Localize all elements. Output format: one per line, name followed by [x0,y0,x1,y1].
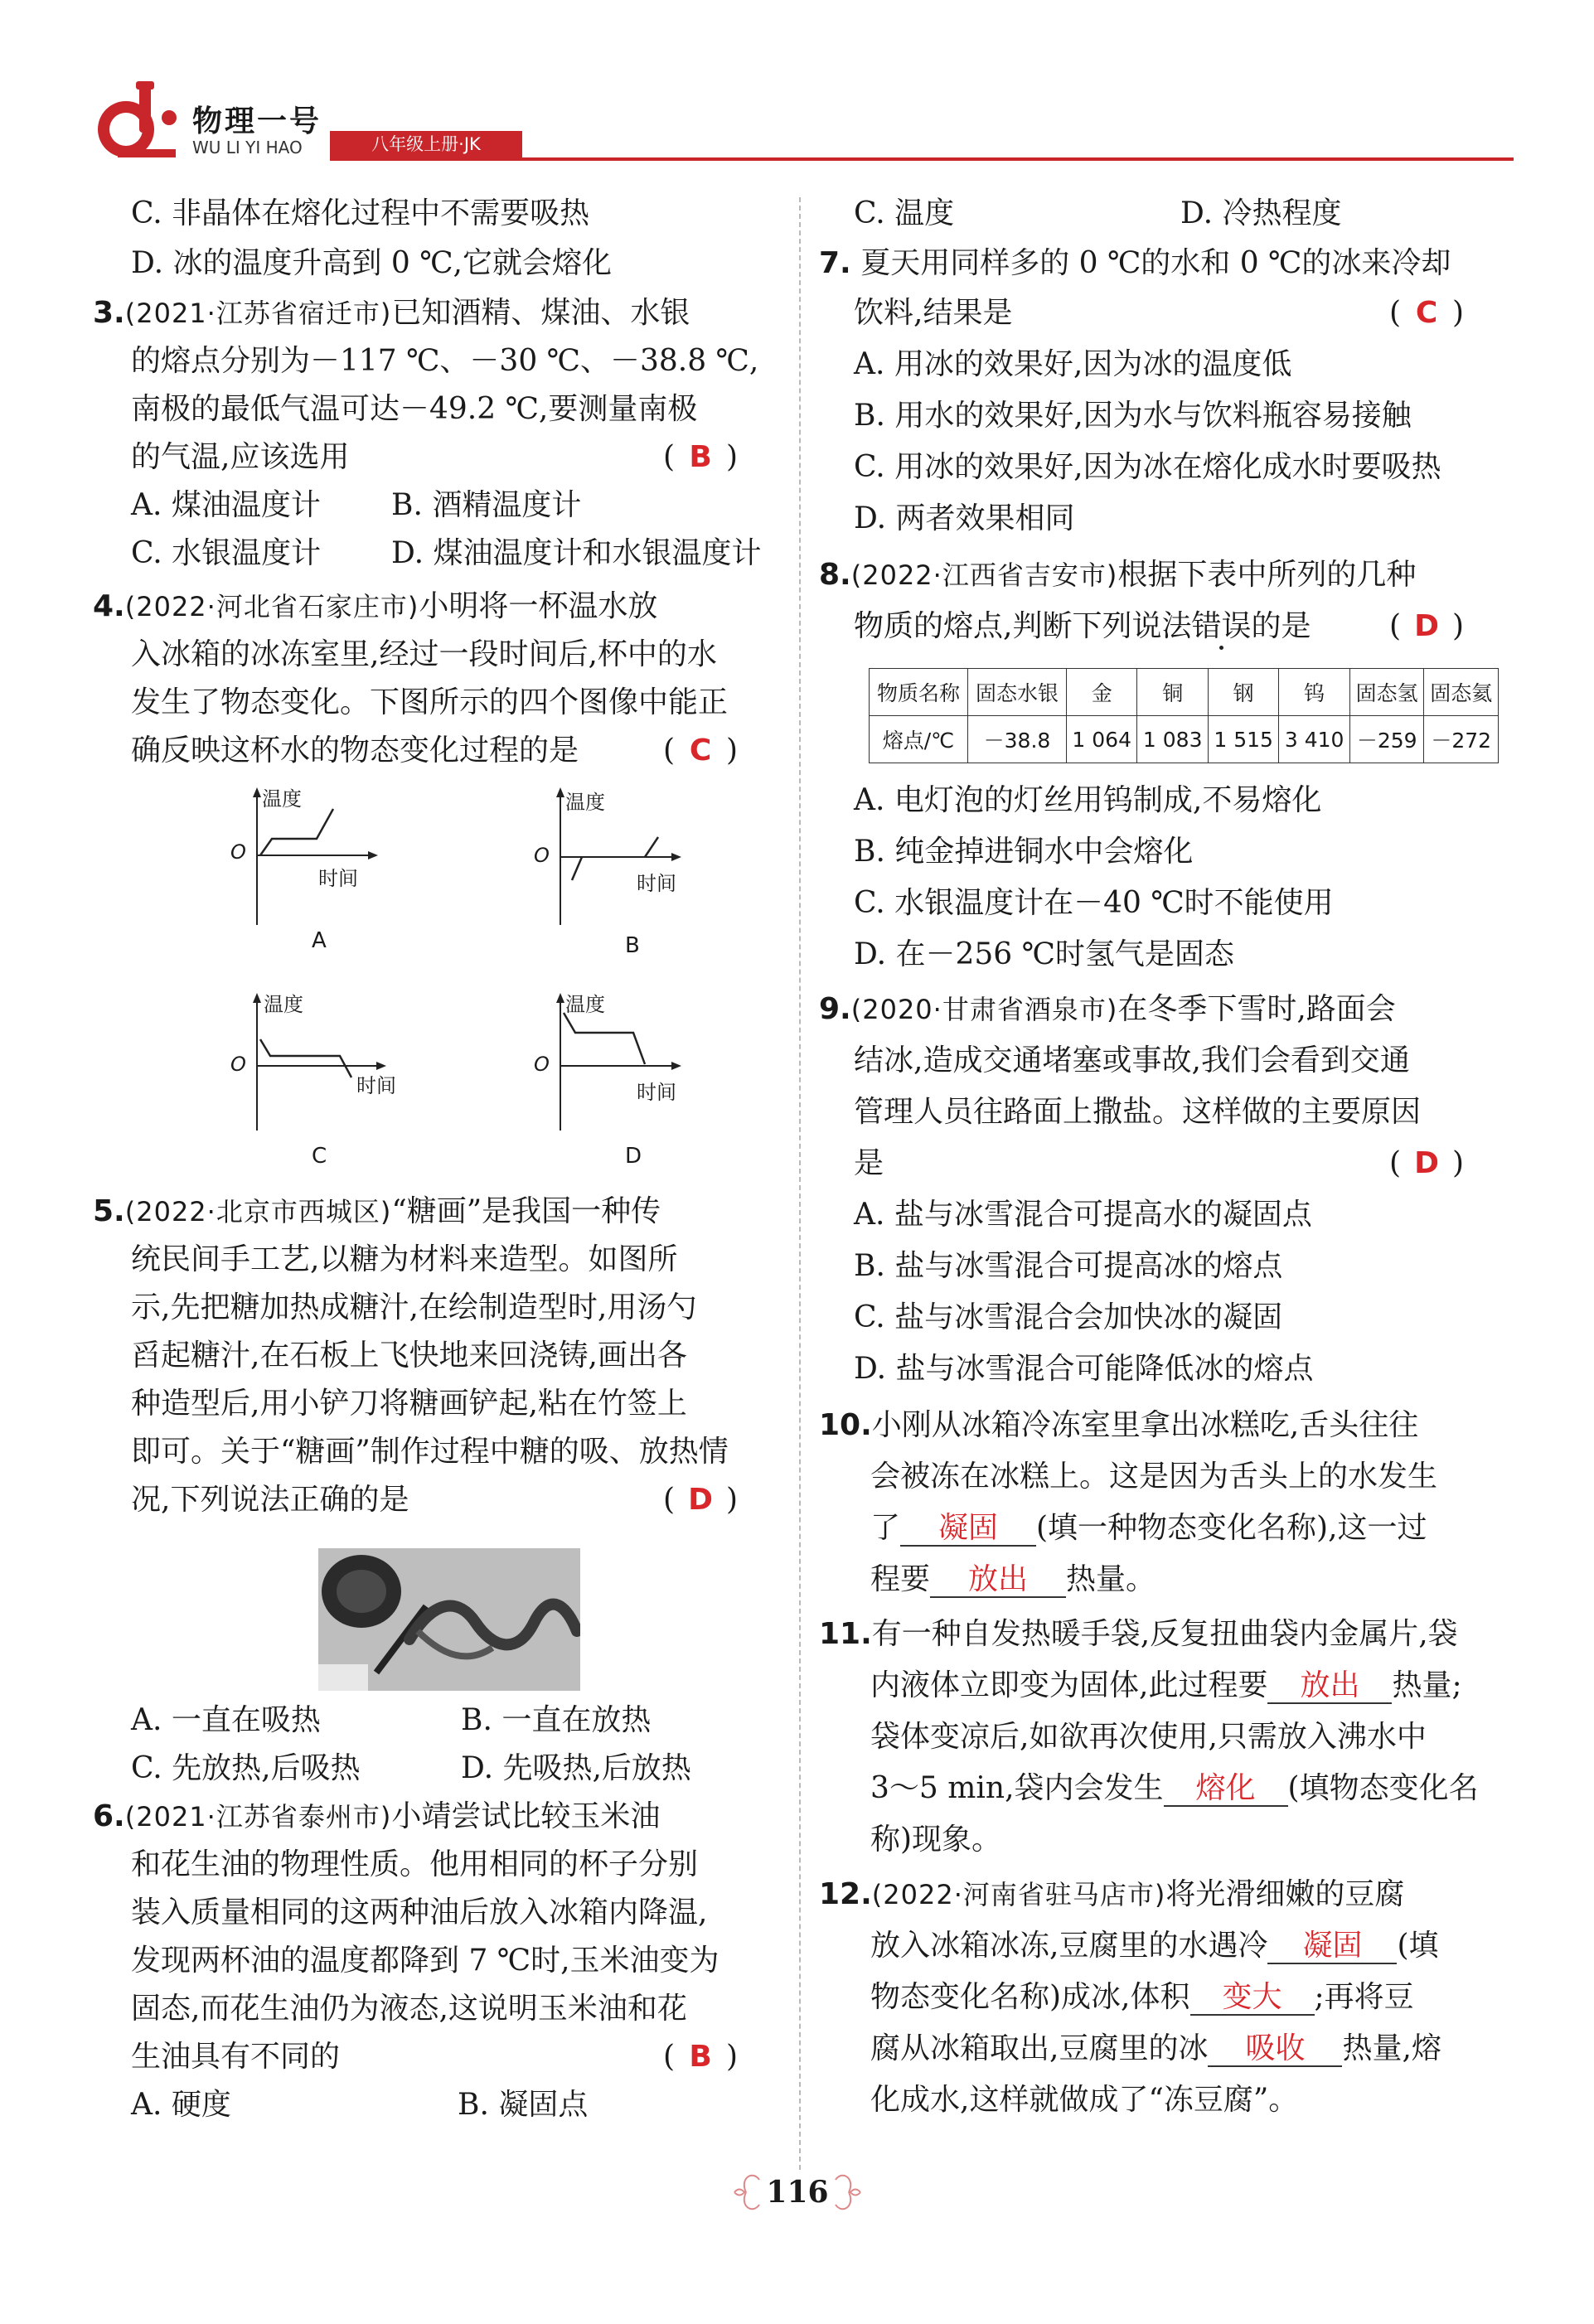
q9-text-1: 在冬季下雪时,路面会 [1117,992,1396,1026]
q8-line-2 [854,608,1311,645]
q5-option-d: D. 先吸热,后放热 [461,1751,691,1785]
q6-source: (2021·江苏省泰州市) [124,1801,392,1833]
graph-b [527,784,776,958]
graph-b-x-label: 时间 [637,872,676,895]
q12-line-4 [870,2031,1441,2067]
q10-line-4 [870,1561,1156,1598]
table-cell: 钨 [1279,669,1349,716]
table-cell: 固态水银 [967,669,1066,716]
q10-text-3b: (填一种物态变化名称),这一过 [1036,1511,1427,1545]
q8-source: (2022·江西省吉安市) [850,559,1118,591]
q4-source: (2022·河北省石家庄市) [124,591,419,622]
q9-line-2: 结冰,造成交通堵塞或事故,我们会看到交通 [854,1043,1410,1077]
q8-text-1: 根据下表中所列的几种 [1117,558,1417,592]
graph-b-origin: O [534,844,550,867]
q5-number: 5. [93,1194,125,1228]
q11-line-2 [870,1668,1462,1704]
q5-option-c: C. 先放热,后吸热 [131,1751,361,1785]
q4-answer: ( C ) [663,734,739,767]
q4-text-1: 小明将一杯温水放 [419,589,658,623]
q6-line-3: 装入质量相同的这两种油后放入冰箱内降温, [131,1896,708,1929]
q5-option-b: B. 一直在放热 [461,1703,652,1737]
q5-line-6: 即可。关于“糖画”制作过程中糖的吸、放热情 [131,1435,729,1469]
q3-option-a: A. 煤油温度计 [131,488,321,522]
q7-option-b: B. 用水的效果好,因为水与饮料瓶容易接触 [854,399,1412,433]
q11-text-1: 有一种自发热暖手袋,反复扭曲袋内金属片,袋 [871,1617,1458,1651]
q6-option-d: D. 冷热程度 [1180,196,1342,230]
graph-a-y-label: 温度 [262,787,302,811]
q6-option-c: C. 温度 [854,196,955,230]
q11-text-4b: (填物态变化名 [1287,1771,1479,1805]
table-cell: 3 410 [1279,716,1349,763]
q12-text-1: 将光滑细嫩的豆腐 [1165,1877,1405,1911]
q5-line-4: 舀起糖汁,在石板上飞快地来回浇铸,画出各 [131,1339,687,1373]
q12-source: (2022·河南省驻马店市) [871,1879,1166,1910]
q8-line-1 [819,557,1416,593]
table-row [870,716,1499,763]
q8-option-a: A. 电灯泡的灯丝用钨制成,不易熔化 [854,783,1322,817]
graph-d-caption: D [625,1144,642,1169]
q12-answer-blank-2: 变大 [1190,1981,1315,2016]
q8-option-d: D. 在－256 ℃时氢气是固态 [854,937,1234,971]
q5-line-2: 统民间手工艺,以糖为材料来造型。如图所 [131,1242,678,1276]
q10-line-2: 会被冻在冰糕上。这是因为舌头上的水发生 [870,1460,1438,1494]
q2-option-c: C. 非晶体在熔化过程中不需要吸热 [131,196,590,230]
q7-option-a: A. 用冰的效果好,因为冰的温度低 [854,347,1292,381]
q12-answer-blank-1: 凝固 [1267,1929,1397,1964]
q10-text-3a: 了 [870,1511,901,1545]
q4-answer-letter: C [689,734,712,767]
header-rule [330,157,1514,161]
q12-number: 12. [819,1877,872,1911]
q11-answer-blank-2: 熔化 [1164,1772,1288,1807]
q3-option-d: D. 煤油温度计和水银温度计 [391,536,762,570]
table-cell: 钢 [1208,669,1278,716]
q6-line-5: 固态,而花生油仍为液态,这说明玉米油和花 [131,1992,687,2026]
grade-tag: 八年级上册·JK [330,131,522,157]
graph-b-caption: B [625,933,640,958]
q11-number: 11. [819,1617,872,1651]
q5-line-1 [93,1193,661,1230]
q11-line-3: 袋体变凉后,如欲再次使用,只需放入沸水中 [870,1720,1427,1754]
graph-d [527,990,776,1169]
q3-answer: ( B ) [663,440,739,474]
q9-number: 9. [819,992,851,1026]
q7-number: 7. [819,246,851,280]
q3-answer-letter: B [689,440,712,474]
q7-line-1 [819,245,1451,282]
graph-c-y-label: 温度 [264,993,303,1016]
q10-line-1 [819,1407,1418,1444]
q3-number: 3. [93,296,125,330]
q9-option-d: D. 盐与冰雪混合可能降低冰的熔点 [854,1352,1314,1386]
graph-a [224,784,472,953]
q11-text-2a: 内液体立即变为固体,此过程要 [870,1668,1268,1702]
table-cell: －259 [1349,716,1424,763]
table-cell: 1 083 [1137,716,1208,763]
q12-answer-blank-3: 吸收 [1208,2032,1342,2067]
q11-text-2b: 热量; [1392,1668,1462,1702]
q7-answer: ( C ) [1389,296,1465,330]
q6-answer-letter: B [689,2040,712,2074]
q11-text-4a: 3～5 min,袋内会发生 [870,1771,1164,1805]
q7-option-c: C. 用冰的效果好,因为冰在熔化成水时要吸热 [854,450,1441,484]
q5-line-7: 况,下列说法正确的是 [131,1483,409,1517]
q10-number: 10. [819,1408,872,1442]
q6-line-4: 发现两杯油的温度都降到 7 ℃时,玉米油变为 [131,1944,719,1978]
q12-text-4a: 腐从冰箱取出,豆腐里的冰 [870,2031,1209,2065]
q3-line-2: 的熔点分别为－117 ℃、－30 ℃、－38.8 ℃, [131,344,759,378]
q10-answer-blank-1: 凝固 [900,1512,1036,1547]
q6-option-b: B. 凝固点 [458,2088,589,2122]
graph-d-origin: O [534,1053,550,1076]
page-number: 116 [766,2175,829,2210]
melting-point-table [869,668,1499,763]
table-cell: 固态氦 [1424,669,1499,716]
q5-text-1: “糖画”是我国一种传 [391,1194,661,1228]
q5-source: (2022·北京市西城区) [124,1196,392,1227]
q8-text-2c: 的是 [1251,609,1311,643]
q5-answer-letter: D [688,1483,713,1517]
q4-line-2: 入冰箱的冰冻室里,经过一段时间后,杯中的水 [131,637,717,671]
graph-a-caption: A [312,928,327,953]
q5-option-a: A. 一直在吸热 [131,1703,321,1737]
q6-line-6: 生油具有不同的 [131,2040,341,2074]
q5-answer: ( D ) [663,1483,739,1517]
q12-text-3a: 物态变化名称)成冰,体积 [870,1980,1190,2014]
q4-line-4: 确反映这杯水的物态变化过程的是 [131,734,579,767]
q3-option-c: C. 水银温度计 [131,536,322,570]
q8-text-2a: 物质的熔点,判断下列说法 [854,609,1192,643]
graph-a-x-label: 时间 [318,867,358,890]
q2-option-d: D. 冰的温度升高到 0 ℃,它就会熔化 [131,246,612,280]
q6-text-1: 小靖尝试比较玉米油 [391,1799,661,1833]
q12-line-2 [870,1928,1439,1964]
q11-answer-blank-1: 放出 [1267,1669,1392,1704]
q10-line-3 [870,1510,1427,1547]
table-cell: 1 515 [1208,716,1278,763]
q7-text-1: 夏天用同样多的 0 ℃的水和 0 ℃的冰来冷却 [860,246,1451,280]
tanghua-photo [318,1548,580,1691]
graph-c-x-label: 时间 [356,1074,396,1097]
table-cell: －38.8 [967,716,1066,763]
q12-line-3 [870,1979,1414,2016]
q3-text-1: 已知酒精、煤油、水银 [391,296,690,330]
q12-text-2b: (填 [1397,1929,1439,1963]
book-title: 物理一号 [192,104,322,138]
q8-number: 8. [819,558,851,592]
q10-text-1: 小刚从冰箱冷冻室里拿出冰糕吃,舌头往往 [871,1408,1419,1442]
q4-line-1 [93,588,657,625]
q6-option-a: A. 硬度 [131,2088,231,2122]
table-cell: 金 [1066,669,1136,716]
q12-text-3b: ;再将豆 [1314,1980,1414,2014]
q3-option-b: B. 酒精温度计 [391,488,582,522]
table-cell: 熔点/℃ [870,716,968,763]
q11-line-1 [819,1616,1458,1653]
q3-line-4: 的气温,应该选用 [131,440,350,474]
graph-d-x-label: 时间 [637,1081,676,1104]
q7-line-2: 饮料,结果是 [854,296,1013,330]
q8-answer: ( D ) [1389,609,1465,643]
q9-line-1 [819,991,1396,1028]
q6-line-1 [93,1799,660,1835]
q12-text-4b: 热量,熔 [1342,2031,1441,2065]
graph-a-origin: O [230,840,246,864]
q9-option-c: C. 盐与冰雪混合会加快冰的凝固 [854,1300,1283,1334]
book-logo [93,75,182,166]
q6-answer: ( B ) [663,2040,739,2074]
graph-c [224,990,472,1169]
q7-option-d: D. 两者效果相同 [854,501,1075,535]
table-cell: 1 064 [1066,716,1136,763]
graph-b-y-label: 温度 [565,791,605,814]
q4-number: 4. [93,589,125,623]
graph-d-y-label: 温度 [565,993,605,1016]
q9-answer: ( D ) [1389,1146,1465,1180]
table-cell: 固态氢 [1349,669,1424,716]
q3-line-3: 南极的最低气温可达－49.2 ℃,要测量南极 [131,392,698,426]
q4-line-3: 发生了物态变化。下图所示的四个图像中能正 [131,685,729,719]
q9-answer-letter: D [1414,1146,1439,1180]
q12-text-2a: 放入冰箱冰冻,豆腐里的水遇冷 [870,1929,1268,1963]
q9-line-3: 管理人员往路面上撒盐。这样做的主要原因 [854,1095,1422,1129]
q12-line-5: 化成水,这样就做成了“冻豆腐”。 [870,2083,1299,2117]
q12-line-1 [819,1876,1404,1913]
table-header-row [870,669,1499,716]
q10-text-4a: 程要 [870,1562,931,1596]
q10-answer-blank-2: 放出 [930,1563,1066,1598]
book-pinyin: WU LI YI HAO [192,138,303,157]
column-divider [799,197,801,2170]
q10-text-4b: 热量。 [1066,1562,1156,1596]
table-cell: －272 [1424,716,1499,763]
q9-option-a: A. 盐与冰雪混合可提高水的凝固点 [854,1198,1312,1232]
q9-option-b: B. 盐与冰雪混合可提高冰的熔点 [854,1249,1283,1283]
q9-line-4: 是 [854,1146,884,1180]
q3-line-1 [93,295,690,332]
q8-option-b: B. 纯金掉进铜水中会熔化 [854,835,1194,869]
q9-source: (2020·甘肃省酒泉市) [850,994,1118,1025]
q5-line-5: 种造型后,用小铲刀将糖画铲起,粘在竹签上 [131,1387,687,1421]
q8-emphasis: 错误 [1191,609,1252,643]
q5-line-3: 示,先把糖加热成糖汁,在绘制造型时,用汤勺 [131,1290,697,1324]
table-cell: 物质名称 [870,669,968,716]
graph-c-origin: O [230,1053,246,1076]
q11-line-5: 称)现象。 [870,1823,1002,1857]
q8-option-c: C. 水银温度计在－40 ℃时不能使用 [854,886,1334,920]
q7-answer-letter: C [1415,296,1438,330]
q3-source: (2021·江苏省宿迁市) [124,298,392,329]
q8-answer-letter: D [1414,609,1439,643]
q11-line-4 [870,1770,1479,1807]
table-cell: 铜 [1137,669,1208,716]
q6-number: 6. [93,1799,125,1833]
q6-line-2: 和花生油的物理性质。他用相同的杯子分别 [131,1847,699,1881]
graph-c-caption: C [312,1144,327,1169]
